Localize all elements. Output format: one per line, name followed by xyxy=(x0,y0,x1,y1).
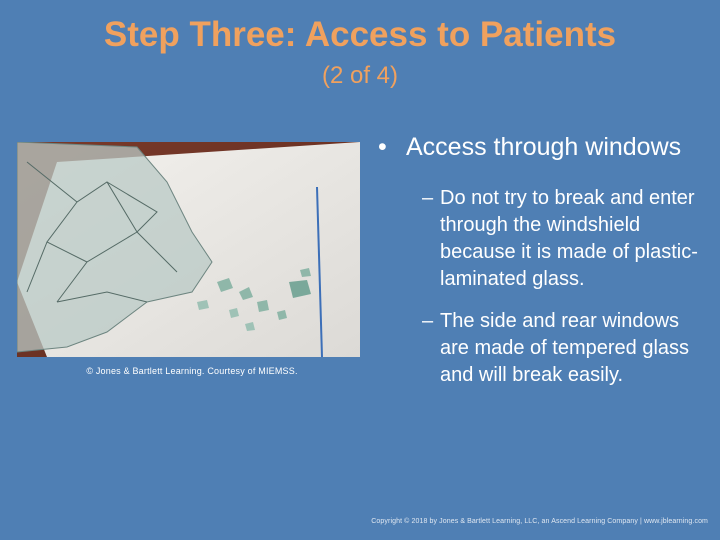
photo-caption: © Jones & Bartlett Learning. Courtesy of MIEMSS. xyxy=(86,366,298,376)
copyright-footer: Copyright © 2018 by Jones & Bartlett Learning, LLC, an Ascend Learning Company | www.jblearning.com xyxy=(371,518,708,525)
bullet-access-through-windows xyxy=(378,130,708,164)
dash-icon: – xyxy=(422,310,434,332)
sub-bullet-windshield xyxy=(378,185,708,293)
bullet-main-text: Access through windows xyxy=(406,133,682,161)
sub-bullet-text: The side and rear windows are made of tempered glass and will break easily. xyxy=(440,310,690,386)
slide-subtitle: (2 of 4) xyxy=(321,62,399,89)
bullet-list xyxy=(378,130,708,389)
broken-glass-image xyxy=(17,142,360,357)
broken-glass-photo xyxy=(17,142,360,357)
sub-bullet-side-rear-windows xyxy=(378,308,708,389)
slide-title: Step Three: Access to Patients xyxy=(103,15,617,54)
bullet-dot-icon: • xyxy=(378,133,387,161)
sub-bullet-text: Do not try to break and enter through the windshield because it is made of plastic-laminated glass. xyxy=(440,187,698,290)
dash-icon: – xyxy=(422,187,434,209)
